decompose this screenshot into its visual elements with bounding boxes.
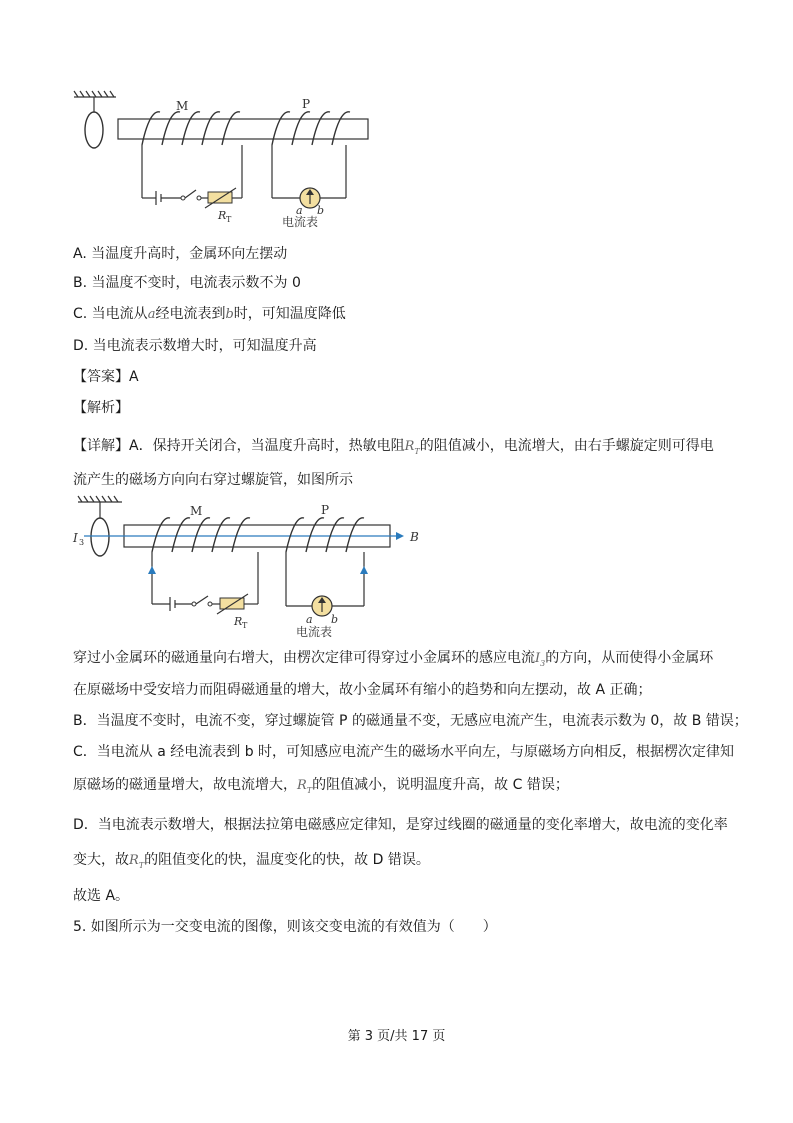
thermistor [208, 192, 232, 203]
coil-m [142, 112, 240, 145]
label-p: P [302, 97, 311, 111]
analysis-tag: 【解析】 [73, 400, 129, 416]
explain-line-8: D．当电流表示数增大，根据法拉第电磁感应定律知，是穿过线圈的磁通量的变化率增大，故电流的变化率 [73, 817, 728, 833]
svg-text:I: I [73, 531, 78, 545]
answer-line [73, 367, 139, 387]
svg-text:M: M [190, 504, 203, 518]
option-b: B. 当温度不变时，电流表示数不为 0 [73, 275, 301, 291]
coil-p [272, 112, 350, 145]
explain-line-9: 变大，故$R_T$的阻值变化的快，温度变化的快，故 D 错误。 [73, 852, 430, 870]
explain-line-5: B．当温度不变时，电流不变，穿过螺旋管 P 的磁通量不变，无感应电流产生，电流表示数为 0，故 B 错误； [73, 713, 748, 729]
svg-text:R: R [234, 615, 243, 628]
option-a: A. 当温度升高时，金属环向左摆动 [73, 246, 288, 262]
svg-text:b: b [317, 204, 325, 217]
svg-text:a: a [306, 613, 313, 626]
answer-value: A [129, 369, 139, 385]
svg-text:3: 3 [79, 538, 85, 547]
iron-core [118, 119, 368, 139]
explain-line-4: 在原磁场中受安培力而阻碍磁通量的增大，故小金属环有缩小的趋势和向左摆动，故 A 正确； [73, 682, 652, 698]
svg-text:R: R [218, 209, 227, 222]
figure-1-circuit [0, 0, 793, 240]
svg-text:B: B [410, 530, 419, 544]
option-d: D. 当电流表示数增大时，可知温度升高 [73, 338, 317, 354]
question-5: 5. 如图所示为一交变电流的图像，则该交变电流的有效值为（ ） [73, 919, 497, 935]
figure-2-circuit [0, 490, 793, 645]
svg-text:电流表: 电流表 [296, 625, 333, 639]
explain-line-6: C．当电流从 a 经电流表到 b 时，可知感应电流产生的磁场水平向左，与原磁场方向相反，根据楞次定律知 [73, 744, 735, 760]
explain-line-3: 穿过小金属环的磁通量向右增大，由楞次定律可得穿过小金属环的感应电流$I_3$的方向，从而使得小金属环 [73, 650, 714, 668]
explain-line-10: 故选 A。 [73, 888, 130, 904]
svg-text:P: P [321, 503, 330, 517]
option-c: C. 当电流从a经电流表到b时，可知温度降低 [73, 306, 346, 322]
page-footer: 第 3 页/共 17 页 [347, 1029, 446, 1044]
metal-ring-2 [91, 518, 109, 556]
ceiling-support-2 [78, 496, 122, 518]
answer-tag: 【答案】 [73, 369, 129, 385]
detail-line-1: 【详解】A．保持开关闭合，当温度升高时，热敏电阻$R_T$的阻值减小，电流增大，由右手螺旋定则可得电 [73, 438, 714, 456]
svg-text:T: T [226, 215, 232, 224]
svg-text:T: T [242, 621, 248, 630]
label-m: M [176, 99, 189, 113]
svg-text:电流表: 电流表 [282, 215, 319, 229]
svg-text:b: b [331, 613, 339, 626]
detail-line-2: 流产生的磁场方向向右穿过螺旋管，如图所示 [73, 472, 353, 488]
ceiling-support [74, 91, 116, 112]
metal-ring [85, 112, 103, 148]
svg-text:a: a [296, 204, 303, 217]
thermistor-2 [220, 598, 244, 609]
explain-line-7: 原磁场的磁通量增大，故电流增大，$R_T$的阻值减小，说明温度升高，故 C 错误； [73, 777, 569, 795]
